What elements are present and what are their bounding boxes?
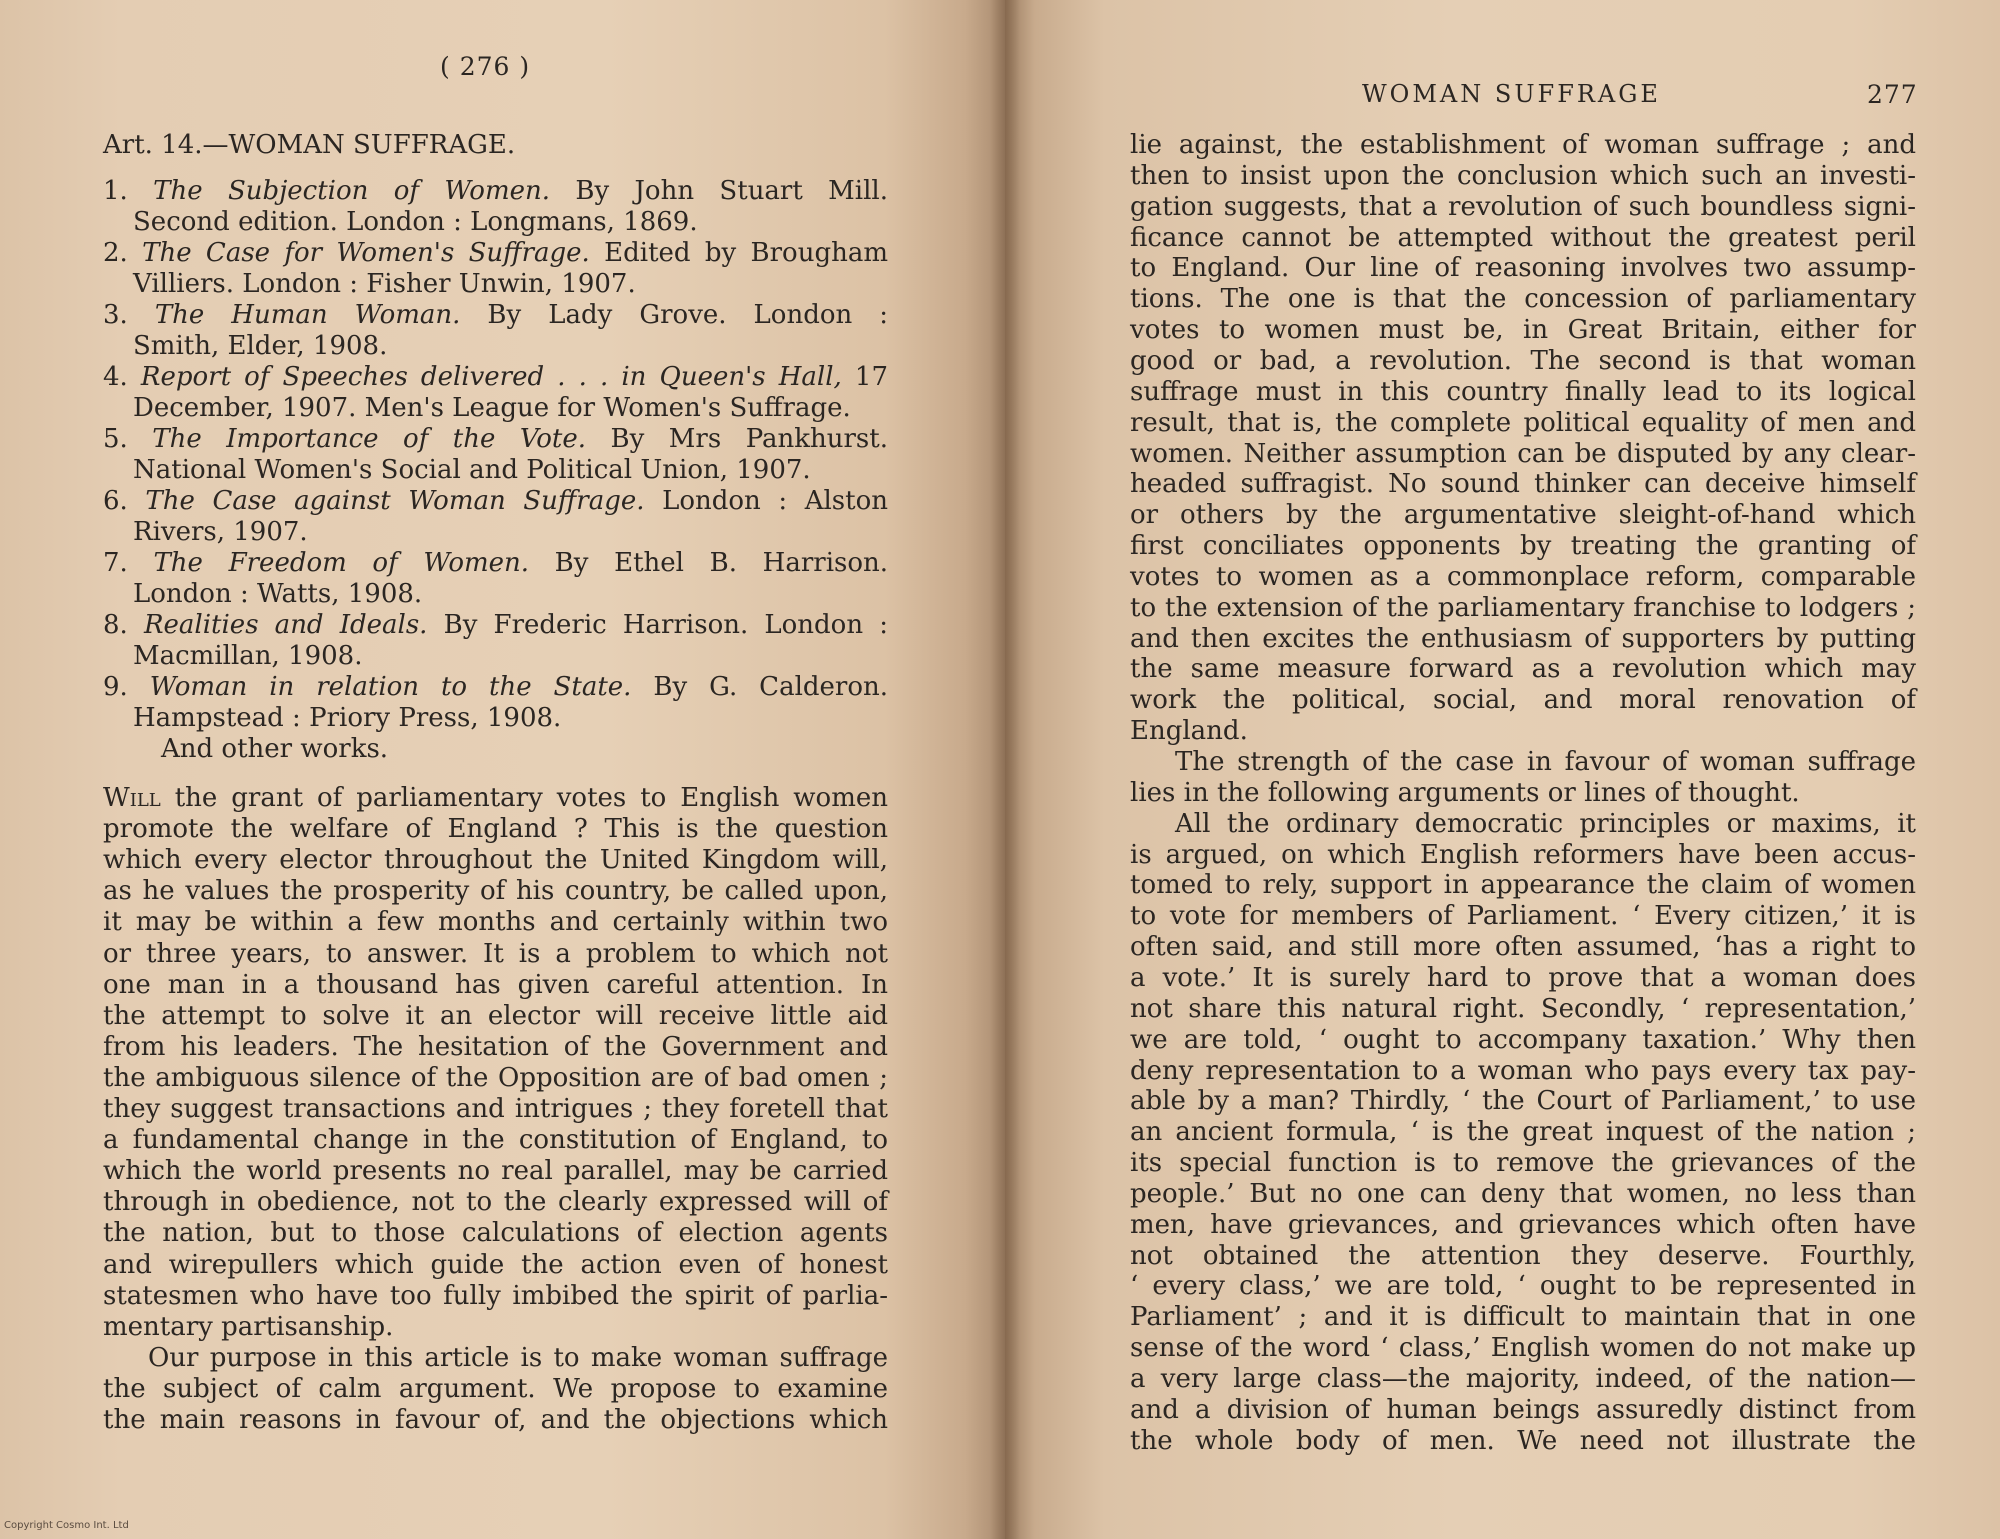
entry-number: 3. [103, 300, 155, 330]
body-line: The strength of the case in favour of woman suffrage [1175, 747, 1916, 777]
body-line: as he values the prosperity of his country, be called upon, [103, 876, 888, 907]
bibliography-entry-continued: Macmillan, 1908. [133, 641, 363, 671]
body-line: sense of the word ‘ class,’ English women do not make up [1130, 1333, 1916, 1364]
bibliography-entry-continued: London : Watts, 1908. [133, 579, 423, 609]
body-line: or others by the argumentative sleight-of-hand which [1130, 500, 1916, 531]
entry-number: 5. [103, 424, 153, 454]
bibliography-entry [103, 674, 888, 700]
entry-title: The Importance of the Vote. [152, 424, 587, 454]
entry-number: 9. [103, 672, 150, 702]
page-number-right: 277 [1867, 80, 1918, 109]
article-heading: Art. 14.—WOMAN SUFFRAGE. [103, 130, 516, 160]
entry-author: London : Alston [644, 486, 888, 516]
body-line: people.’ But no one can deny that women, no less than [1130, 1178, 1916, 1209]
body-line: one man in a thousand has given careful attention. In [103, 969, 888, 1000]
running-head: WOMAN SUFFRAGE [1362, 80, 1661, 108]
body-line: headed suffragist. No sound thinker can deceive himself [1130, 469, 1916, 500]
entry-author: By Lady Grove. London : [460, 300, 889, 330]
body-line: an ancient formula, ‘ is the great inquest of the nation ; [1130, 1117, 1916, 1148]
body-line: ficance cannot be attempted without the greatest peril [1130, 222, 1916, 253]
book-gutter [990, 0, 1020, 1539]
body-line: deny representation to a woman who pays every tax pay- [1130, 1055, 1916, 1086]
entry-author: By G. Calderon. [631, 672, 889, 702]
body-line: votes to women as a commonplace reform, comparable [1130, 561, 1916, 592]
body-line: good or bad, a revolution. The second is that woman [1130, 345, 1916, 376]
body-line: tomed to rely, support in appearance the claim of women [1130, 870, 1916, 901]
body-line: the whole body of men. We need not illustrate the [1130, 1425, 1916, 1456]
body-line: result, that is, the complete political equality of men and [1130, 407, 1916, 438]
opening-word: Will [103, 783, 161, 813]
body-line: and a division of human beings assuredly distinct from [1130, 1394, 1916, 1425]
bibliography-entry [103, 178, 888, 204]
entry-title: The Case against Woman Suffrage. [145, 486, 645, 516]
entry-title: The Subjection of Women. [153, 176, 551, 206]
body-line: the subject of calm argument. We propose to examine [103, 1373, 888, 1404]
body-line: the main reasons in favour of, and the objections which [103, 1405, 888, 1435]
body-line: Parliament’ ; and it is difficult to maintain that in one [1130, 1302, 1916, 1333]
entry-author: By Mrs Pankhurst. [586, 424, 888, 454]
body-line: lies in the following arguments or lines of thought. [1130, 777, 1800, 808]
body-line: often said, and still more often assumed, ‘has a right to [1130, 932, 1916, 963]
body-line: a vote.’ It is surely hard to prove that a woman does [1130, 962, 1916, 993]
and-other-works: And other works. [161, 734, 389, 764]
body-line: a fundamental change in the constitution of England, to [103, 1125, 888, 1156]
right-page [1005, 0, 2000, 1539]
entry-number: 2. [103, 238, 143, 268]
entry-author: By Frederic Harrison. London : [427, 610, 888, 640]
page-number-left: ( 276 ) [440, 52, 531, 81]
bibliography-entry-continued: Rivers, 1907. [133, 517, 308, 547]
entry-author: By Ethel B. Harrison. [529, 548, 889, 578]
bibliography-entry-continued: Second edition. London : Longmans, 1869. [133, 207, 698, 237]
entry-number: 6. [103, 486, 146, 516]
entry-title: The Human Woman. [154, 300, 461, 330]
body-line: the same measure forward as a revolution which may [1130, 654, 1916, 685]
body-line: gation suggests, that a revolution of such boundless signi- [1130, 191, 1916, 222]
body-line: to vote for members of Parliament. ‘ Every citizen,’ it is [1130, 901, 1916, 932]
body-line: and then excites the enthusiasm of supporters by putting [1130, 623, 1916, 654]
body-line: to England. Our line of reasoning involves two assump- [1130, 253, 1916, 284]
body-line: it may be within a few months and certainly within two [103, 907, 888, 938]
entry-title: The Case for Women's Suffrage. [142, 238, 590, 268]
bibliography-entry-continued: National Women's Social and Political Union, 1907. [133, 455, 811, 485]
entry-title: Woman in relation to the State. [149, 672, 632, 702]
body-line: they suggest transactions and intrigues ; they foretell that [103, 1094, 888, 1124]
body-line: votes to women must be, in Great Britain, either for [1130, 315, 1916, 346]
bibliography-entry [103, 302, 888, 328]
body-line: we are told, ‘ ought to accompany taxation.’ Why then [1130, 1024, 1916, 1055]
body-line: which every elector throughout the United Kingdom will, [103, 845, 888, 876]
entry-number: 8. [103, 610, 144, 640]
bibliography-entry [103, 550, 888, 576]
body-line: is argued, on which English reformers have been accus- [1130, 839, 1916, 870]
bibliography-entry-continued: Hampstead : Priory Press, 1908. [133, 703, 562, 733]
body-line: promote the welfare of England ? This is the question [103, 814, 888, 845]
copyright-notice: Copyright Cosmo Int. Ltd [4, 1520, 129, 1531]
entry-number: 7. [103, 548, 154, 578]
body-line: from his leaders. The hesitation of the Government and [103, 1031, 888, 1062]
body-line: then to insist upon the conclusion which such an investi- [1130, 160, 1916, 191]
body-line: tions. The one is that the concession of parliamentary [1130, 284, 1916, 315]
body-line: the attempt to solve it an elector will receive little aid [103, 1000, 888, 1031]
bibliography-entry-continued: Villiers. London : Fisher Unwin, 1907. [133, 269, 636, 299]
body-line: work the political, social, and moral renovation of [1130, 685, 1916, 716]
body-line: not share this natural right. Secondly, ‘ representation,’ [1130, 993, 1916, 1024]
entry-author: 17 [841, 362, 888, 392]
body-line: England. [1130, 716, 1248, 747]
entry-author: Edited by Brougham [589, 238, 888, 268]
entry-title: Report of Speeches delivered . . . in Queen's Hall, [140, 362, 842, 392]
body-line: suffrage must in this country finally lead to its logical [1130, 376, 1916, 407]
body-line: able by a man? Thirdly, ‘ the Court of Parliament,’ to use [1130, 1086, 1916, 1117]
entry-number: 1. [103, 176, 154, 206]
body-line: which the world presents no real parallel, may be carried [103, 1156, 888, 1187]
bibliography-entry [103, 488, 888, 514]
bibliography-entry [103, 240, 888, 266]
body-line: not obtained the attention they deserve. Fourthly, [1130, 1240, 1916, 1271]
body-line: the ambiguous silence of the Opposition are of bad omen ; [103, 1062, 888, 1093]
opening-text: the grant of parliamentary votes to English women [160, 783, 888, 813]
bibliography-entry [103, 426, 888, 452]
body-line: Our purpose in this article is to make woman suffrage [148, 1342, 888, 1373]
body-line: first conciliates opponents by treating the granting of [1130, 531, 1916, 562]
entry-number: 4. [103, 362, 141, 392]
entry-title: The Freedom of Women. [153, 548, 530, 578]
body-line: lie against, the establishment of woman suffrage ; and [1130, 130, 1916, 160]
body-line: statesmen who have too fully imbibed the spirit of parlia- [103, 1280, 888, 1311]
body-line: through in obedience, not to the clearly expressed will of [103, 1187, 888, 1218]
bibliography-entry-continued: Smith, Elder, 1908. [133, 331, 388, 361]
bibliography-entry-continued: December, 1907. Men's League for Women's Suffrage. [133, 393, 851, 423]
body-line: to the extension of the parliamentary franchise to lodgers ; [1130, 592, 1916, 623]
body-line: women. Neither assumption can be disputed by any clear- [1130, 438, 1916, 469]
body-line: the nation, but to those calculations of election agents [103, 1218, 888, 1249]
body-line: All the ordinary democratic principles or maxims, it [1175, 808, 1916, 839]
body-line: its special function is to remove the grievances of the [1130, 1148, 1916, 1179]
body-line [103, 785, 888, 811]
body-line: or three years, to answer. It is a problem to which not [103, 938, 888, 969]
bibliography-entry [103, 364, 888, 390]
body-line: men, have grievances, and grievances which often have [1130, 1209, 1916, 1240]
entry-author: By John Stuart Mill. [550, 176, 888, 206]
body-line: mentary partisanship. [103, 1311, 394, 1342]
entry-title: Realities and Ideals. [143, 610, 428, 640]
body-line: ‘ every class,’ we are told, ‘ ought to be represented in [1130, 1271, 1916, 1302]
body-line: and wirepullers which guide the action even of honest [103, 1249, 888, 1280]
body-line: a very large class—the majority, indeed, of the nation— [1130, 1364, 1916, 1394]
bibliography-entry [103, 612, 888, 638]
